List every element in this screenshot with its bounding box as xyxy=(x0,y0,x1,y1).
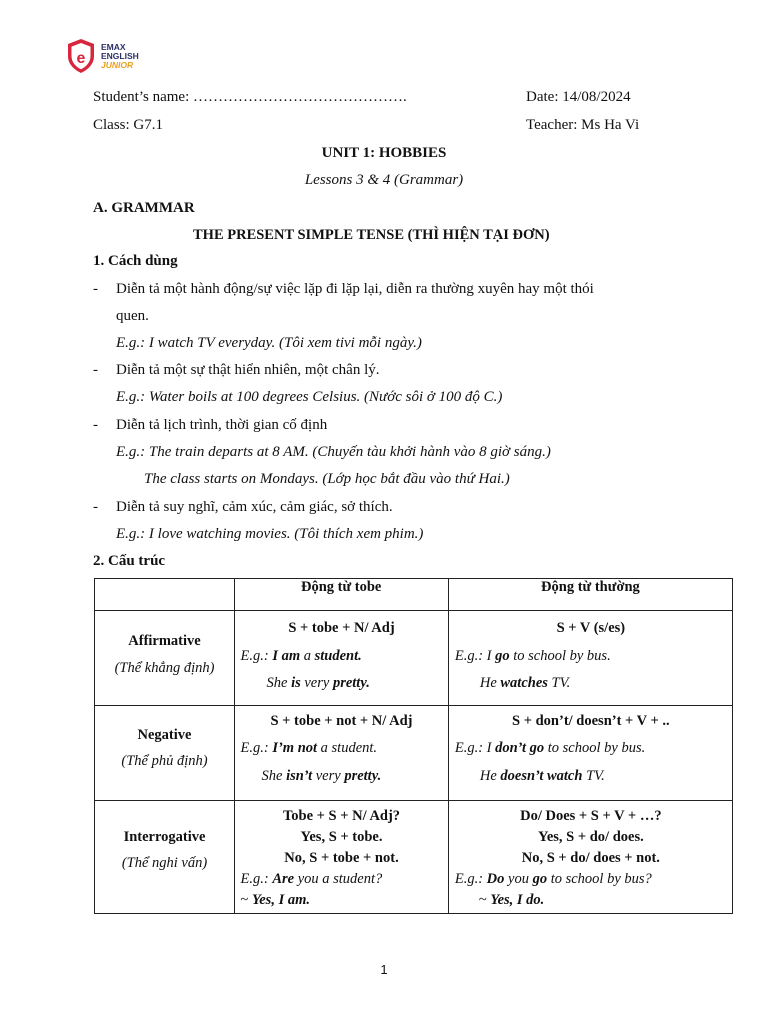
tense-title: THE PRESENT SIMPLE TENSE (THÌ HIỆN TẠI ĐƠN) xyxy=(193,227,550,243)
interrogative-verb-no: No, S + do/ does + not. xyxy=(521,850,660,866)
usage-item-4: Diễn tả suy nghĩ, cảm xúc, cảm giác, sở thích. xyxy=(116,499,393,515)
affirmative-tobe-example-1: E.g.: I am a student. xyxy=(240,648,362,664)
bullet-dash: - xyxy=(93,417,98,433)
usage-item-2-example: E.g.: Water boils at 100 degrees Celsius. (Nước sôi ở 100 độ C.) xyxy=(116,389,503,405)
negative-verb-formula: S + don’t/ doesn’t + V + .. xyxy=(512,713,670,729)
interrogative-label: Interrogative xyxy=(123,829,206,845)
table-row-negative xyxy=(95,706,733,801)
school-logo xyxy=(66,38,139,74)
interrogative-tobe-answer: ~ Yes, I am. xyxy=(240,892,310,908)
affirmative-verb-example-2: He watches TV. xyxy=(479,675,571,691)
usage-item-3-example-2: The class starts on Mondays. (Lớp học bắt đầu vào thứ Hai.) xyxy=(144,471,510,487)
date-text: Date: 14/08/2024 xyxy=(526,89,631,105)
affirmative-tobe-example-2: She is very pretty. xyxy=(266,675,370,691)
page-number: 1 xyxy=(380,962,388,977)
table-row-affirmative xyxy=(95,611,733,706)
header-tobe: Động từ tobe xyxy=(234,579,448,611)
header-normal-verb: Động từ thường xyxy=(448,579,732,611)
interrogative-verb-yes: Yes, S + do/ does. xyxy=(537,829,644,845)
interrogative-verb-formula: Do/ Does + S + V + …? xyxy=(520,808,662,824)
usage-heading: 1. Cách dùng xyxy=(93,253,178,269)
usage-item-3-example: E.g.: The train departs at 8 AM. (Chuyến tàu khởi hành vào 8 giờ sáng.) xyxy=(116,444,551,460)
interrogative-vn-label: (Thể nghi vấn) xyxy=(121,855,208,871)
affirmative-verb-formula: S + V (s/es) xyxy=(556,620,626,636)
interrogative-tobe-example: E.g.: Are you a student? xyxy=(240,871,383,887)
interrogative-verb-example: E.g.: Do you go to school by bus? xyxy=(454,871,652,887)
negative-tobe-example-2: She isn’t very pretty. xyxy=(261,768,382,784)
negative-label: Negative xyxy=(137,727,192,743)
logo-line-3: JUNIOR xyxy=(101,59,134,70)
table-header-row xyxy=(95,579,733,611)
class-text: Class: G7.1 xyxy=(93,117,164,133)
section-a-heading: A. GRAMMAR xyxy=(93,200,195,216)
usage-item-4-example: E.g.: I love watching movies. (Tôi thích xem phim.) xyxy=(116,526,424,542)
table-row-interrogative xyxy=(95,801,733,914)
student-name-field: Student’s name: ……………………………………. xyxy=(93,89,407,105)
structure-table xyxy=(94,578,733,914)
teacher-text: Teacher: Ms Ha Vi xyxy=(526,117,640,133)
logo-line-1: EMAX xyxy=(101,41,126,52)
negative-tobe-formula: S + tobe + not + N/ Adj xyxy=(270,713,413,729)
lesson-subtitle: Lessons 3 & 4 (Grammar) xyxy=(304,172,464,188)
negative-verb-example-1: E.g.: I don’t go to school by bus. xyxy=(454,740,646,756)
usage-item-1-line2: quen. xyxy=(116,308,149,324)
interrogative-tobe-yes: Yes, S + tobe. xyxy=(300,829,383,845)
bullet-dash: - xyxy=(93,362,98,378)
structure-heading: 2. Cấu trúc xyxy=(93,553,166,569)
negative-tobe-example-1: E.g.: I’m not a student. xyxy=(240,740,378,756)
affirmative-label: Affirmative xyxy=(128,633,201,649)
usage-item-1-line1: Diễn tả một hành động/sự việc lặp đi lặp lại, diễn ra thường xuyên hay một thói xyxy=(116,281,594,297)
logo-line-2: ENGLISH xyxy=(101,50,139,61)
usage-item-1-example: E.g.: I watch TV everyday. (Tôi xem tivi mỗi ngày.) xyxy=(116,335,422,351)
header-empty-cell xyxy=(95,579,235,611)
affirmative-tobe-formula: S + tobe + N/ Adj xyxy=(288,620,395,636)
negative-verb-example-2: He doesn’t watch TV. xyxy=(479,768,605,784)
shield-logo-icon xyxy=(66,38,96,74)
bullet-dash: - xyxy=(93,499,98,515)
negative-vn-label: (Thể phủ định) xyxy=(121,753,208,769)
affirmative-verb-example-1: E.g.: I go to school by bus. xyxy=(454,648,611,664)
unit-title: UNIT 1: HOBBIES xyxy=(321,145,447,161)
usage-item-3: Diễn tả lịch trình, thời gian cố định xyxy=(116,417,328,433)
usage-item-2: Diễn tả một sự thật hiển nhiên, một chân lý. xyxy=(116,362,380,378)
interrogative-verb-answer: ~ Yes, I do. xyxy=(478,892,545,908)
interrogative-tobe-no: No, S + tobe + not. xyxy=(284,850,399,866)
svg-text:e: e xyxy=(76,50,86,67)
affirmative-vn-label: (Thể khẳng định) xyxy=(114,660,215,676)
interrogative-tobe-formula: Tobe + S + N/ Adj? xyxy=(282,808,401,824)
bullet-dash: - xyxy=(93,281,98,297)
